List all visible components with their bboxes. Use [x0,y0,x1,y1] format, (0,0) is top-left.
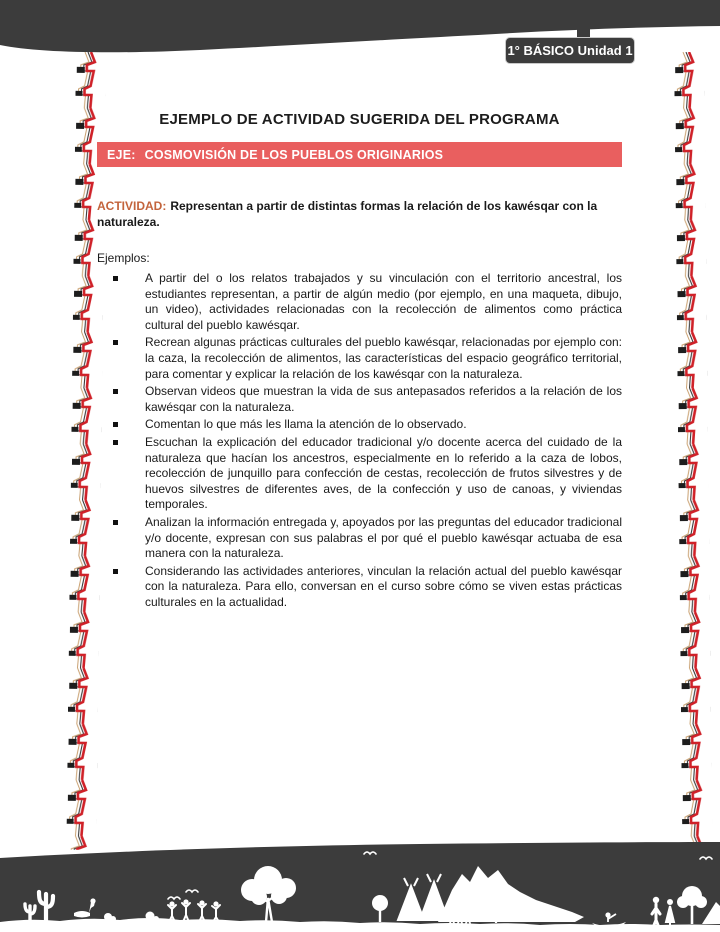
list-item-text: Recrean algunas prácticas culturales del pueblo kawésqar, relacionadas por ejemplo con: la caza, la recolección de alimentos, las características del espacio geográfico territorial, para comentar y explicar la relación de los kawésqar con la naturaleza. [145,335,622,381]
activity-line [97,198,622,230]
bullet-square-icon [113,520,118,525]
bullet-square-icon [113,340,118,345]
list-item [97,271,622,333]
list-item-text: Comentan lo que más les llama la atención de lo observado. [145,417,467,432]
list-item [97,417,622,433]
list-item-text: A partir del o los relatos trabajados y su vinculación con el territorio ancestral, los estudiantes representan, a partir de algún medio (por ejemplo, en una maqueta, dibujo, un video), actividades relacionadas con la recolección de alimentos como práctica cultural del pueblo kawésqar. [145,271,622,332]
activity-text: Representan a partir de distintas formas la relación de los kawésqar con la naturaleza. [97,199,598,229]
landscape-silhouette-art-icon [0,842,720,932]
examples-label: Ejemplos: [97,251,150,265]
bullet-square-icon [113,422,118,427]
list-item-text: Considerando las actividades anteriores, vinculan la relación actual del pueblo kawésqar con la naturaleza. Para ello, conversan en el curso sobre cómo se viven estas prácticas culturales en la actualidad. [145,563,622,609]
examples-list [97,271,622,610]
list-item-text: Observan videos que muestran la vida de sus antepasados referidos a la relación de los kawésqar con la naturaleza. [145,384,622,414]
eje-banner-text: COSMOVISIÓN DE LOS PUEBLOS ORIGINARIOS [144,148,444,162]
bullet-square-icon [113,569,118,574]
content-column [97,0,622,612]
bullet-square-icon [113,389,118,394]
list-item-text: Escuchan la explicación del educador tradicional y/o docente acerca del cuidado de la naturaleza que hacían los ancestros, especialmente en lo referido a la caza de lobos, recolección de junquillo para confección de cestas, recolección de frutos silvestres y de huevos silvestres de diferentes aves, de la confección y uso de canoas, y viviendas temporales. [145,434,622,512]
page-title: EJEMPLO DE ACTIVIDAD SUGERIDA DEL PROGRAMA [159,111,560,128]
list-item [97,384,622,415]
activity-label: ACTIVIDAD: [97,199,167,213]
eje-banner-label: EJE: [107,148,136,162]
list-item-text: Analizan la información entregada y, apoyados por las preguntas del educador tradicional y/o docente, expresan con sus palabras el por qué el pueblo kawésqar actuaba de esa manera con la naturaleza. [145,514,622,561]
list-item [97,515,622,562]
unit-badge-label: 1° BÁSICO Unidad 1 [507,43,633,58]
eje-banner [97,142,622,167]
list-item [97,435,622,513]
list-item [97,564,622,611]
bullet-square-icon [113,440,118,445]
bullet-square-icon [113,276,118,281]
list-item [97,335,622,382]
andean-zigzag-border-right-icon [674,52,712,850]
